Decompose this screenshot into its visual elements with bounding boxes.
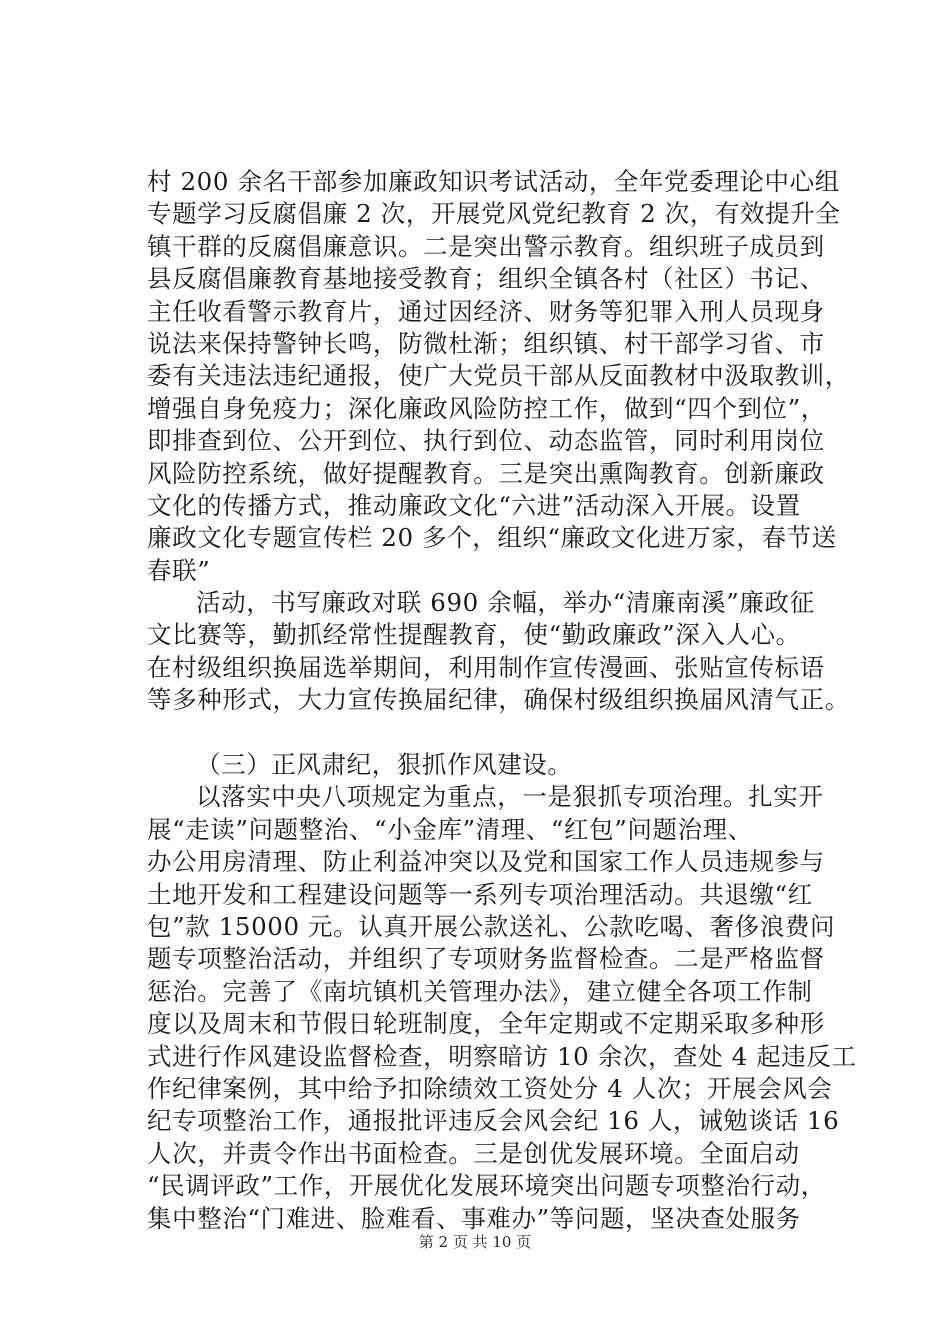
text-line: 人次，并责令作出书面检查。三是创优发展环境。全面启动 [147, 1138, 800, 1168]
text-line: 增强自身免疫力；深化廉政风险防控工作，做到“四个到位”， [147, 393, 826, 423]
text-line: 土地开发和工程建设问题等一系列专项治理活动。共退缴“红 [147, 879, 813, 909]
text-line: 题专项整治活动，并组织了专项财务监督检查。二是严格监督 [147, 944, 825, 974]
text-line: 委有关违法违纪通报，使广大党员干部从反面教材中汲取教训， [147, 361, 850, 391]
text-line: 等多种形式，大力宣传换届纪律，确保村级组织换届风清气正。 [147, 685, 850, 715]
paragraph [147, 166, 850, 587]
text-line: 说法来保持警钟长鸣，防微杜渐；组织镇、村干部学习省、市 [147, 328, 825, 358]
text-line: 文化的传播方式，推动廉政文化“六进”活动深入开展。设置 [147, 490, 801, 520]
text-line: 专题学习反腐倡廉 2 次，开展党风党纪教育 2 次，有效提升全 [147, 199, 841, 229]
text-line: 包”款 15000 元。认真开展公款送礼、公款吃喝、奢侈浪费问 [147, 911, 836, 941]
text-line: 展“走读”问题整治、“小金库”清理、“红包”问题治理、 [147, 814, 753, 844]
paragraph [147, 749, 847, 781]
text-line: 春联” [147, 555, 211, 585]
document-body [147, 166, 857, 1235]
text-line: （三）正风肃纪，狠抓作风建设。 [196, 750, 573, 780]
text-line: 式进行作风建设监督检查，明察暗访 10 余次，查处 4 起违反工 [147, 1041, 857, 1071]
text-line: 以落实中央八项规定为重点，一是狠抓专项治理。扎实开 [196, 782, 824, 812]
text-line: 惩治。完善了《南坑镇机关管理办法》，建立健全各项工作制 [147, 976, 813, 1006]
text-line: 镇干群的反腐倡廉意识。二是突出警示教育。组织班子成员到 [147, 231, 825, 261]
text-line: 活动，书写廉政对联 690 余幅，举办“清廉南溪”廉政征 [196, 588, 815, 618]
page-footer: 第 2 页 共 10 页 [418, 1233, 532, 1251]
text-line [147, 717, 847, 749]
text-line: 集中整治“门难进、脸难看、事难办”等问题，坚决查处服务 [147, 1203, 801, 1233]
text-line: 廉政文化专题宣传栏 20 多个，组织“廉政文化进万家，春节送 [147, 523, 837, 553]
text-line: 度以及周末和节假日轮班制度，全年定期或不定期采取多种形 [147, 1009, 825, 1039]
text-line: 县反腐倡廉教育基地接受教育；组织全镇各村（社区）书记、 [147, 264, 825, 294]
text-line: 作纪律案例，其中给予扣除绩效工资处分 4 人次；开展会风会 [147, 1073, 833, 1103]
paragraph [147, 781, 857, 1234]
blank-line [147, 717, 847, 749]
text-line: 文比赛等，勤抓经常性提醒教育，使“勤政廉政”深入人心。 [147, 620, 801, 650]
paragraph [147, 587, 850, 717]
text-line: 办公用房清理、防止利益冲突以及党和国家工作人员违规参与 [147, 847, 825, 877]
text-line: 纪专项整治工作，通报批评违反会风会纪 16 人，诫勉谈话 16 [147, 1106, 840, 1136]
text-line: “民调评政”工作，开展优化发展环境突出问题专项整治行动， [147, 1171, 826, 1201]
text-line: 在村级组织换届选举期间，利用制作宣传漫画、张贴宣传标语 [147, 652, 825, 682]
text-line: 村 200 余名干部参加廉政知识考试活动，全年党委理论中心组 [147, 167, 840, 196]
text-line: 即排查到位、公开到位、执行到位、动态监管，同时利用岗位 [147, 426, 825, 456]
text-line: 主任收看警示教育片，通过因经济、财务等犯罪入刑人员现身 [147, 296, 825, 326]
text-line: 风险防控系统，做好提醒教育。三是突出熏陶教育。创新廉政 [147, 458, 825, 488]
